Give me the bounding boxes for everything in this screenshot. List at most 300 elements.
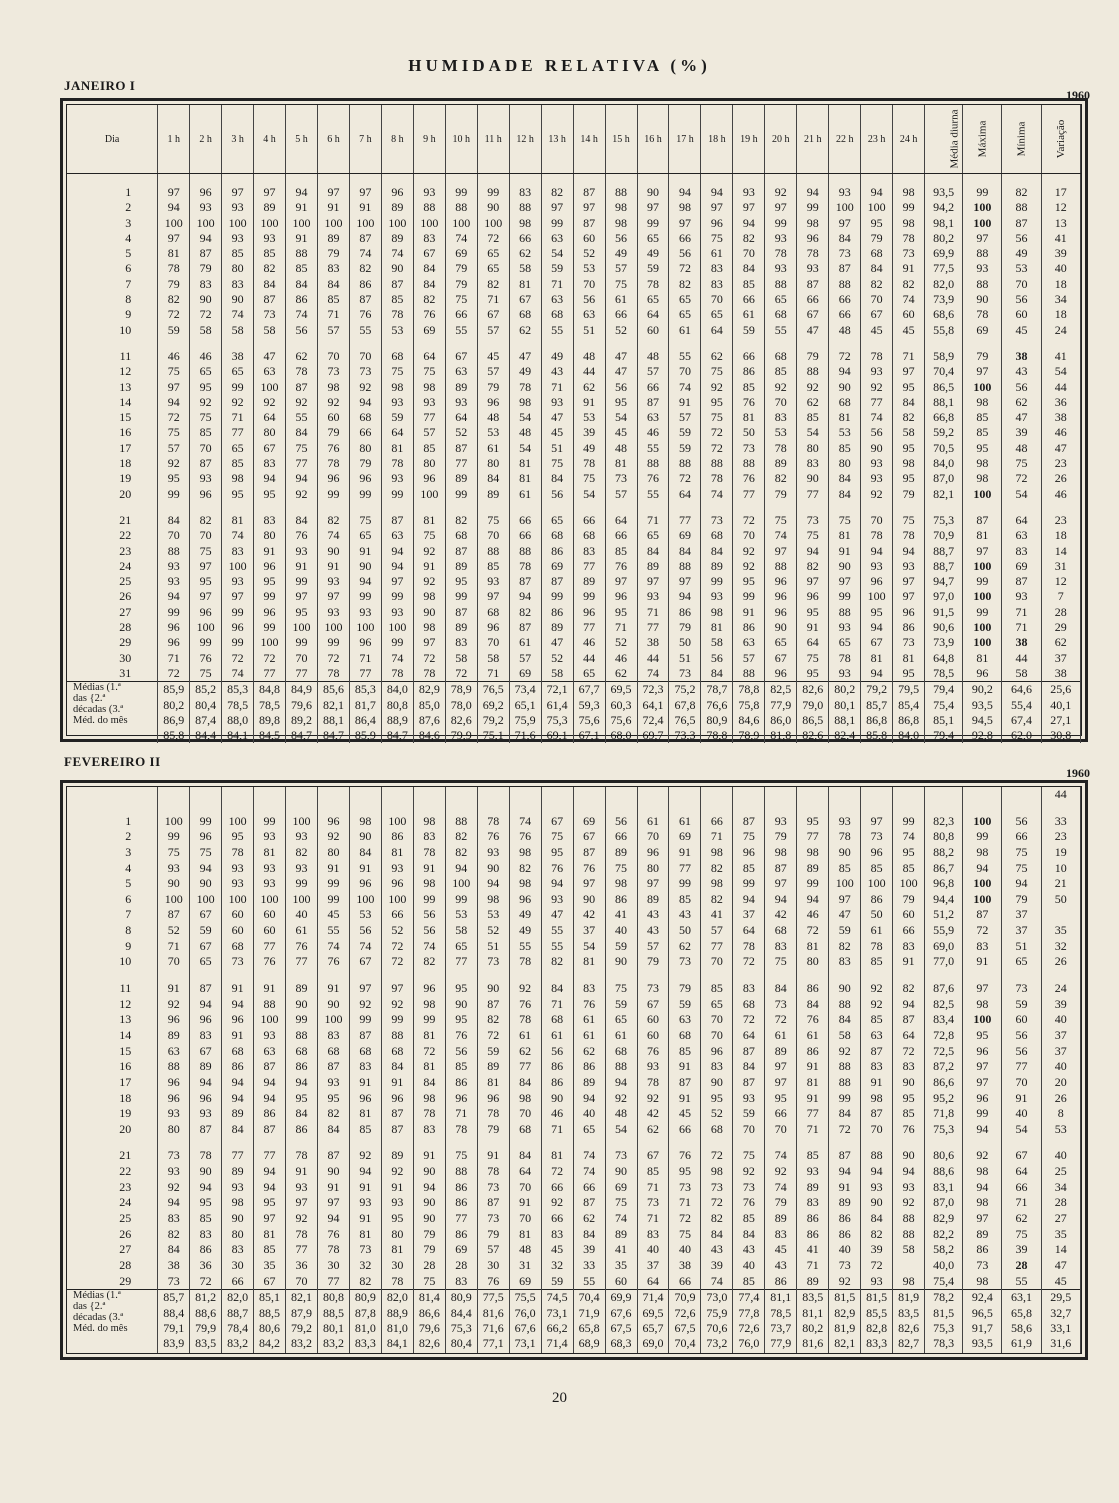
value-cell: 56: [541, 1044, 573, 1060]
value-cell: 38: [1041, 666, 1080, 681]
value-cell: 54: [573, 487, 605, 502]
value-cell: 46: [541, 1106, 573, 1122]
value-cell: 84: [829, 487, 861, 502]
average-cell: [477, 1290, 509, 1353]
value-cell: 87: [669, 1075, 701, 1091]
value-cell: 77: [445, 954, 477, 970]
value-cell: 96: [963, 1044, 1002, 1060]
cell: [669, 803, 701, 814]
value-cell: 67: [509, 292, 541, 307]
value-cell: 100: [381, 620, 413, 635]
value-cell: 83: [222, 277, 254, 292]
day-number: 16: [67, 1059, 158, 1075]
value-cell: 60: [573, 231, 605, 246]
cell: [829, 1137, 861, 1148]
cell: [1002, 803, 1041, 814]
value-cell: 93: [797, 1164, 829, 1180]
value-cell: 93: [1002, 589, 1041, 604]
decade-separator: [67, 970, 1081, 981]
day-row: [67, 620, 1081, 635]
value-cell: 100: [254, 892, 286, 908]
cell: [765, 803, 797, 814]
value-cell: 73: [765, 997, 797, 1013]
day-row: [67, 1075, 1081, 1091]
value-cell: 74: [573, 1148, 605, 1164]
value-cell: 70: [158, 528, 190, 543]
value-cell: 78: [861, 349, 893, 364]
value-cell: 68: [317, 1044, 349, 1060]
header-hour: 14 h: [573, 105, 605, 174]
value-cell: 99: [158, 829, 190, 845]
average-value: 73,2: [706, 1336, 728, 1351]
value-cell: 89: [381, 1148, 413, 1164]
value-cell: 90: [349, 829, 381, 845]
decade-separator: [67, 1137, 1081, 1148]
value-cell: 52: [605, 323, 637, 338]
value-cell: 71: [541, 380, 573, 395]
value-cell: 56: [445, 1044, 477, 1060]
value-cell: 88: [733, 666, 765, 681]
day-number: 15: [67, 410, 158, 425]
value-cell: 20: [1041, 1075, 1080, 1091]
average-value: 85,9: [354, 728, 376, 743]
cell: [701, 1137, 733, 1148]
value-cell: 53: [477, 425, 509, 440]
value-cell: 80: [797, 954, 829, 970]
average-value: 82,6: [802, 728, 824, 743]
cell: [733, 803, 765, 814]
value-cell: 99: [190, 814, 222, 830]
value-cell: 99: [381, 635, 413, 650]
value-cell: 52: [541, 651, 573, 666]
day-number: 13: [67, 1012, 158, 1028]
value-cell: 91: [286, 200, 318, 215]
value-cell: 97: [541, 200, 573, 215]
value-cell: 91: [317, 200, 349, 215]
value-cell: 61: [797, 1028, 829, 1044]
header-hour: 10 h: [445, 105, 477, 174]
value-cell: 60: [254, 907, 286, 923]
cell: [1002, 1137, 1041, 1148]
value-cell: 92: [765, 380, 797, 395]
value-cell: 65: [573, 1122, 605, 1138]
value-cell: 65: [765, 292, 797, 307]
value-cell: 57: [413, 425, 445, 440]
value-cell: 13: [1041, 216, 1080, 231]
value-cell: 83: [190, 1227, 222, 1243]
value-cell: 74: [573, 1164, 605, 1180]
value-cell: 87: [733, 1075, 765, 1091]
value-cell: 90: [222, 292, 254, 307]
average-value: 69,7: [642, 728, 664, 743]
cell: [317, 502, 349, 513]
average-value: 67,6: [610, 1305, 632, 1320]
value-cell: 97: [765, 200, 797, 215]
value-cell: 92: [381, 997, 413, 1013]
value-cell: 86: [286, 1122, 318, 1138]
average-value: 85,1: [259, 1290, 281, 1305]
value-cell: 87: [349, 231, 381, 246]
value-cell: 100: [349, 892, 381, 908]
value-cell: 81: [733, 410, 765, 425]
value-cell: 66: [701, 814, 733, 830]
day-number: 22: [67, 1164, 158, 1180]
value-cell: 79: [765, 829, 797, 845]
value-cell: 94,4: [925, 892, 963, 908]
day-row: [67, 471, 1081, 486]
value-cell: 38: [637, 635, 669, 650]
cell: [222, 338, 254, 349]
value-cell: 62: [573, 1044, 605, 1060]
cell: [733, 174, 765, 186]
value-cell: 40: [573, 1106, 605, 1122]
day-number: 20: [67, 487, 158, 502]
value-cell: 73: [893, 635, 925, 650]
value-cell: 88: [254, 997, 286, 1013]
february-title: FEVEREIRO II: [64, 754, 161, 769]
day-row: [67, 1180, 1081, 1196]
value-cell: 77: [286, 954, 318, 970]
value-cell: 40: [1041, 1012, 1080, 1028]
value-cell: 70: [701, 1028, 733, 1044]
value-cell: 93: [254, 876, 286, 892]
value-cell: 99: [413, 1012, 445, 1028]
value-cell: 82: [349, 261, 381, 276]
value-cell: 95: [190, 380, 222, 395]
value-cell: 88,6: [925, 1164, 963, 1180]
value-cell: 99: [222, 380, 254, 395]
value-cell: 99: [286, 1012, 318, 1028]
day-number: 5: [67, 246, 158, 261]
value-cell: 94: [158, 1195, 190, 1211]
value-cell: 100: [963, 892, 1002, 908]
value-cell: 80: [222, 261, 254, 276]
value-cell: 93: [413, 185, 445, 200]
value-cell: 85: [286, 261, 318, 276]
value-cell: 95: [445, 981, 477, 997]
value-cell: 97: [317, 1195, 349, 1211]
value-cell: 75: [190, 845, 222, 861]
page-number: 20: [552, 1390, 567, 1406]
value-cell: 65: [477, 261, 509, 276]
value-cell: 67: [573, 829, 605, 845]
value-cell: 84: [317, 277, 349, 292]
value-cell: 100: [861, 876, 893, 892]
value-cell: 86: [445, 1075, 477, 1091]
value-cell: 94: [605, 1075, 637, 1091]
value-cell: 82,2: [925, 1227, 963, 1243]
value-cell: 70: [733, 528, 765, 543]
value-cell: 75,3: [925, 513, 963, 528]
average-cell: [797, 1290, 829, 1353]
value-cell: 68: [765, 923, 797, 939]
value-cell: 97: [765, 876, 797, 892]
average-value: 80,1: [834, 697, 856, 712]
average-cell: [605, 1290, 637, 1353]
cell: [349, 787, 381, 803]
cell: [349, 502, 381, 513]
value-cell: 83: [797, 456, 829, 471]
value-cell: 56: [605, 814, 637, 830]
cell: [861, 1137, 893, 1148]
value-cell: 83: [413, 829, 445, 845]
value-cell: 100: [477, 216, 509, 231]
value-cell: 35: [1041, 1227, 1080, 1243]
value-cell: 45: [605, 425, 637, 440]
value-cell: 47: [829, 907, 861, 923]
value-cell: 97: [963, 1211, 1002, 1227]
value-cell: 98: [963, 395, 1002, 410]
value-cell: 74: [509, 814, 541, 830]
value-cell: 78: [829, 651, 861, 666]
value-cell: 72: [190, 307, 222, 322]
value-cell: 95: [797, 666, 829, 681]
cell: [861, 338, 893, 349]
value-cell: 93: [637, 1059, 669, 1075]
value-cell: 80: [637, 861, 669, 877]
value-cell: 42: [765, 907, 797, 923]
value-cell: 54: [541, 246, 573, 261]
value-cell: 94: [669, 589, 701, 604]
average-cell: [254, 682, 286, 744]
value-cell: 45: [1002, 323, 1041, 338]
value-cell: 50: [669, 635, 701, 650]
value-cell: 90: [861, 1195, 893, 1211]
value-cell: 92: [317, 829, 349, 845]
value-cell: 87: [733, 1044, 765, 1060]
value-cell: 72: [477, 231, 509, 246]
value-cell: 68: [381, 349, 413, 364]
day-row: [67, 1148, 1081, 1164]
value-cell: 91: [349, 861, 381, 877]
value-cell: 100: [963, 216, 1002, 231]
value-cell: 94: [381, 544, 413, 559]
value-cell: 12: [1041, 200, 1080, 215]
value-cell: 99: [963, 829, 1002, 845]
value-cell: 81: [797, 939, 829, 955]
value-cell: 75: [1002, 861, 1041, 877]
average-cell: [765, 682, 797, 744]
cell: [477, 970, 509, 981]
cell: [733, 970, 765, 981]
value-cell: 81: [893, 651, 925, 666]
day-row: [67, 939, 1081, 955]
cell: [477, 803, 509, 814]
value-cell: 95: [893, 471, 925, 486]
day-number: 16: [67, 425, 158, 440]
january-table-frame: [60, 98, 1088, 742]
value-cell: 99: [222, 635, 254, 650]
value-cell: 89: [254, 200, 286, 215]
value-cell: 78: [286, 364, 318, 379]
value-cell: 87: [254, 1059, 286, 1075]
value-cell: 93: [317, 1075, 349, 1091]
value-cell: 97: [829, 892, 861, 908]
average-value: 78,9: [450, 682, 472, 697]
value-cell: 68: [701, 528, 733, 543]
value-cell: 61: [701, 246, 733, 261]
value-cell: 93: [733, 185, 765, 200]
cell: [509, 338, 541, 349]
average-value: 81,5: [866, 1290, 888, 1305]
value-cell: 94,2: [925, 200, 963, 215]
average-value: 78,0: [450, 697, 472, 712]
value-cell: 60: [605, 1274, 637, 1290]
day-number: 31: [67, 666, 158, 681]
value-cell: 63: [573, 307, 605, 322]
value-cell: 40: [669, 1242, 701, 1258]
value-cell: 98: [381, 380, 413, 395]
value-cell: 100: [963, 814, 1002, 830]
value-cell: 91: [381, 1075, 413, 1091]
value-cell: 71: [893, 349, 925, 364]
value-cell: 50: [669, 923, 701, 939]
value-cell: 95: [963, 1028, 1002, 1044]
value-cell: 93: [797, 261, 829, 276]
value-cell: 96: [317, 471, 349, 486]
value-cell: 94: [963, 1180, 1002, 1196]
value-cell: 64: [701, 323, 733, 338]
value-cell: 70: [158, 954, 190, 970]
value-cell: 99: [158, 605, 190, 620]
value-cell: 54: [605, 1122, 637, 1138]
cell: [190, 502, 222, 513]
average-value: 76,0: [514, 1305, 536, 1320]
cell: [669, 787, 701, 803]
value-cell: 56: [701, 651, 733, 666]
value-cell: 46: [637, 425, 669, 440]
day-row: [67, 1274, 1081, 1290]
value-cell: 85: [963, 410, 1002, 425]
cell: [349, 803, 381, 814]
value-cell: 59: [829, 923, 861, 939]
value-cell: 97: [637, 200, 669, 215]
average-value: 80,9: [450, 1290, 472, 1305]
cell: [413, 1137, 445, 1148]
value-cell: 99: [477, 185, 509, 200]
average-value: 27,1: [1050, 712, 1072, 727]
value-cell: 26: [1041, 1091, 1080, 1107]
value-cell: 77: [286, 1242, 318, 1258]
value-cell: 65: [190, 954, 222, 970]
value-cell: 98: [963, 1195, 1002, 1211]
value-cell: 71: [445, 1106, 477, 1122]
value-cell: 40: [605, 923, 637, 939]
value-cell: 96: [477, 620, 509, 635]
value-cell: 72: [158, 410, 190, 425]
value-cell: 90: [829, 380, 861, 395]
value-cell: 99: [222, 605, 254, 620]
cell: [963, 787, 1002, 803]
value-cell: 41: [1041, 231, 1080, 246]
value-cell: 89: [190, 1059, 222, 1075]
value-cell: 96: [349, 1091, 381, 1107]
value-cell: 92: [765, 185, 797, 200]
average-value: 84,9: [291, 682, 312, 697]
average-value: 88,9: [386, 712, 408, 727]
value-cell: 87,2: [925, 1059, 963, 1075]
value-cell: 88: [669, 559, 701, 574]
value-cell: 8: [1041, 1106, 1080, 1122]
value-cell: 82: [158, 1227, 190, 1243]
value-cell: 65: [669, 307, 701, 322]
day-number: 6: [67, 261, 158, 276]
value-cell: 72: [829, 1122, 861, 1138]
value-cell: 98: [509, 845, 541, 861]
value-cell: 39: [573, 1242, 605, 1258]
value-cell: 58,9: [925, 349, 963, 364]
value-cell: 97: [893, 589, 925, 604]
value-cell: 96: [861, 845, 893, 861]
day-number: 23: [67, 544, 158, 559]
cell: [254, 803, 286, 814]
value-cell: 70,9: [925, 528, 963, 543]
value-cell: 92: [413, 544, 445, 559]
average-value: 82,7: [898, 1336, 920, 1351]
average-cell: [445, 1290, 477, 1353]
value-cell: 91: [477, 1148, 509, 1164]
value-cell: 95: [381, 1211, 413, 1227]
value-cell: 96: [190, 605, 222, 620]
value-cell: 93: [254, 1028, 286, 1044]
value-cell: 73: [733, 441, 765, 456]
header-variacao-label: Variação: [1054, 119, 1067, 159]
value-cell: 83: [573, 981, 605, 997]
value-cell: 41: [605, 1242, 637, 1258]
day-number: 29: [67, 635, 158, 650]
value-cell: 86: [733, 620, 765, 635]
value-cell: 86: [797, 981, 829, 997]
cell: [829, 174, 861, 186]
value-cell: 34: [1041, 292, 1080, 307]
value-cell: 85: [413, 441, 445, 456]
average-value: 79,2: [291, 1320, 312, 1335]
value-cell: 87: [861, 1044, 893, 1060]
value-cell: 84: [797, 997, 829, 1013]
value-cell: 87: [573, 216, 605, 231]
value-cell: 90: [605, 1164, 637, 1180]
average-cell: [925, 1290, 963, 1353]
value-cell: 79: [861, 231, 893, 246]
value-cell: 100: [317, 620, 349, 635]
value-cell: 96: [222, 1012, 254, 1028]
average-cell: [190, 1290, 222, 1353]
value-cell: 97: [637, 876, 669, 892]
value-cell: 98: [701, 605, 733, 620]
average-value: 31,6: [1050, 1336, 1072, 1351]
value-cell: 90: [893, 1148, 925, 1164]
cell: [509, 803, 541, 814]
value-cell: 87: [541, 574, 573, 589]
day-number: 28: [67, 620, 158, 635]
value-cell: 91: [1002, 1091, 1041, 1107]
cell: [477, 338, 509, 349]
value-cell: 100: [829, 876, 861, 892]
value-cell: 94: [893, 544, 925, 559]
cell: [381, 1137, 413, 1148]
value-cell: 76: [893, 1122, 925, 1138]
value-cell: 75: [733, 1148, 765, 1164]
value-cell: 69: [573, 814, 605, 830]
average-value: 88,0: [227, 712, 249, 727]
average-value: 30,8: [1050, 728, 1072, 743]
value-cell: 33: [1041, 814, 1080, 830]
value-cell: 81: [381, 1242, 413, 1258]
value-cell: 43: [701, 1242, 733, 1258]
cell: [605, 803, 637, 814]
value-cell: 80: [254, 425, 286, 440]
value-cell: 90: [477, 981, 509, 997]
